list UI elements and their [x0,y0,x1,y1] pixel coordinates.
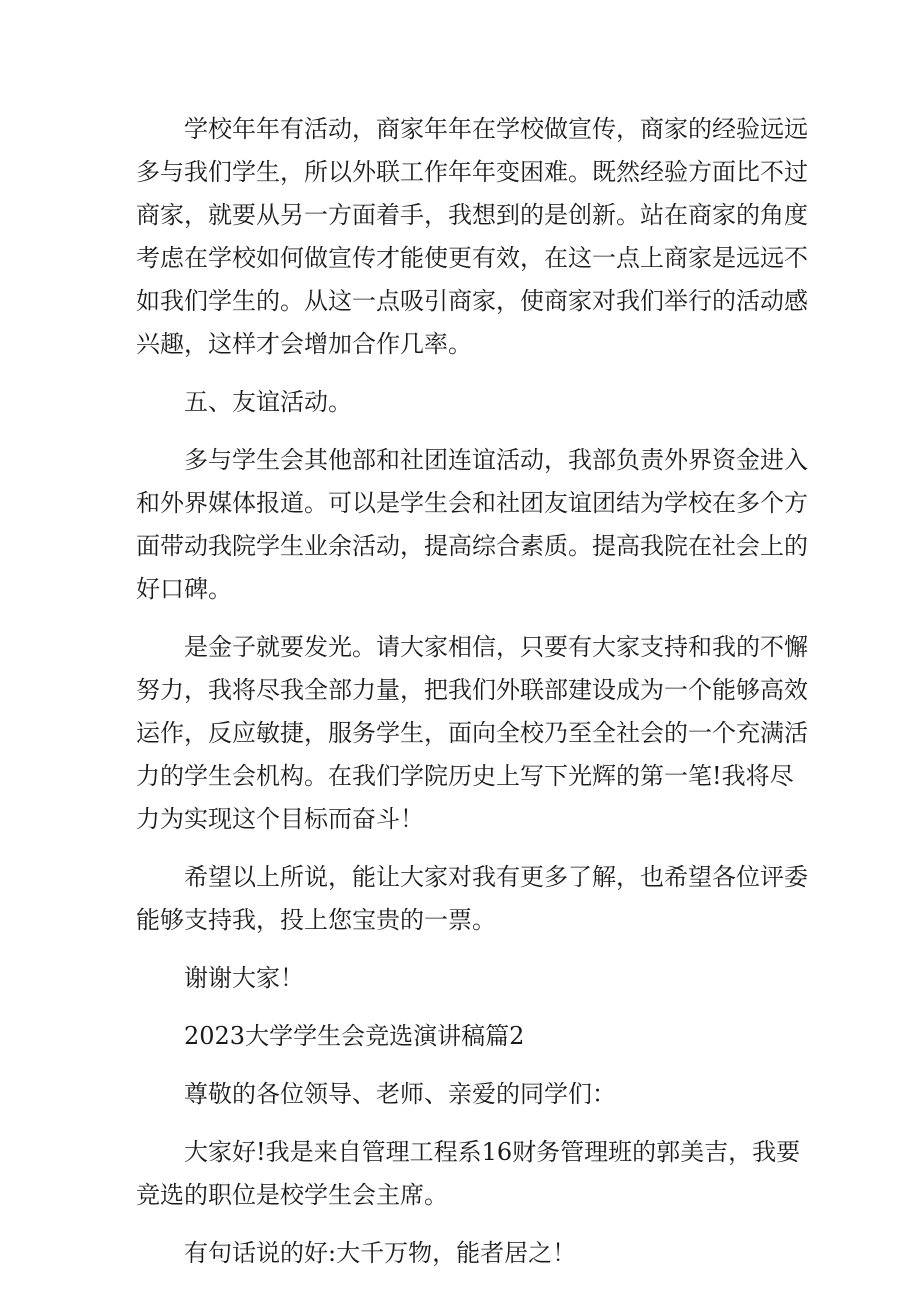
text-line: 多与学生会其他部和社团连谊活动，我部负责外界资金进入 [184,446,808,474]
section-title-speech-2 [136,1015,784,1058]
document-body [136,108,808,1290]
text-line: 希望以上所说，能让大家对我有更多了解，也希望各位评委 [184,863,808,891]
text-line: 多与我们学生，所以外联工作年年变困难。既然经验方面比不过 [136,158,808,186]
text-line: 如我们学生的。从这一点吸引商家，使商家对我们举行的活动感 [136,287,808,315]
text-line: 和外界媒体报道。可以是学生会和社团友谊团结为学校在多个方 [136,489,808,517]
text-line: 竞选的职位是校学生会主席。 [136,1181,448,1209]
text-line: 学校年年有活动，商家年年在学校做宣传，商家的经验远远 [184,115,808,143]
paragraph-commitment [136,626,808,841]
text-line: 大家好!我是来自管理工程系16财务管理班的郭美吉，我要 [184,1138,801,1166]
paragraph-hope [136,856,808,942]
paragraph-friendship-activities [136,439,808,611]
text-line: 是金子就要发光。请大家相信，只要有大家支持和我的不懈 [184,633,808,661]
text-line: 2023大学学生会竞选演讲稿篇2 [184,1022,525,1050]
paragraph-saying [136,1232,784,1275]
paragraph-publicity-innovation [136,108,808,366]
paragraph-salutation [136,1073,784,1116]
text-line: 商家，就要从另一方面着手，我想到的是创新。站在商家的角度 [136,201,808,229]
paragraph-introduction [136,1131,801,1217]
text-line: 力的学生会机构。在我们学院历史上写下光辉的第一笔!我将尽 [136,762,794,790]
text-line: 尊敬的各位领导、老师、亲爱的同学们： [184,1080,616,1108]
text-line: 兴趣，这样才会增加合作几率。 [136,330,472,358]
text-line: 力为实现这个目标而奋斗！ [136,805,424,833]
text-line: 努力，我将尽我全部力量，把我们外联部建设成为一个能够高效 [136,676,808,704]
text-line: 好口碑。 [136,575,232,603]
text-line: 能够支持我，投上您宝贵的一票。 [136,906,496,934]
text-line: 有句话说的好:大千万物，能者居之！ [184,1239,577,1267]
text-line: 谢谢大家！ [184,964,304,992]
paragraph-thanks [136,957,784,1000]
section-heading-friendship [136,381,784,424]
text-line: 运作，反应敏捷，服务学生，面向全校乃至全社会的一个充满活 [136,719,808,747]
text-line: 五、友谊活动。 [184,388,352,416]
text-line: 面带动我院学生业余活动，提高综合素质。提高我院在社会上的 [136,532,808,560]
text-line: 考虑在学校如何做宣传才能使更有效，在这一点上商家是远远不 [136,244,808,272]
